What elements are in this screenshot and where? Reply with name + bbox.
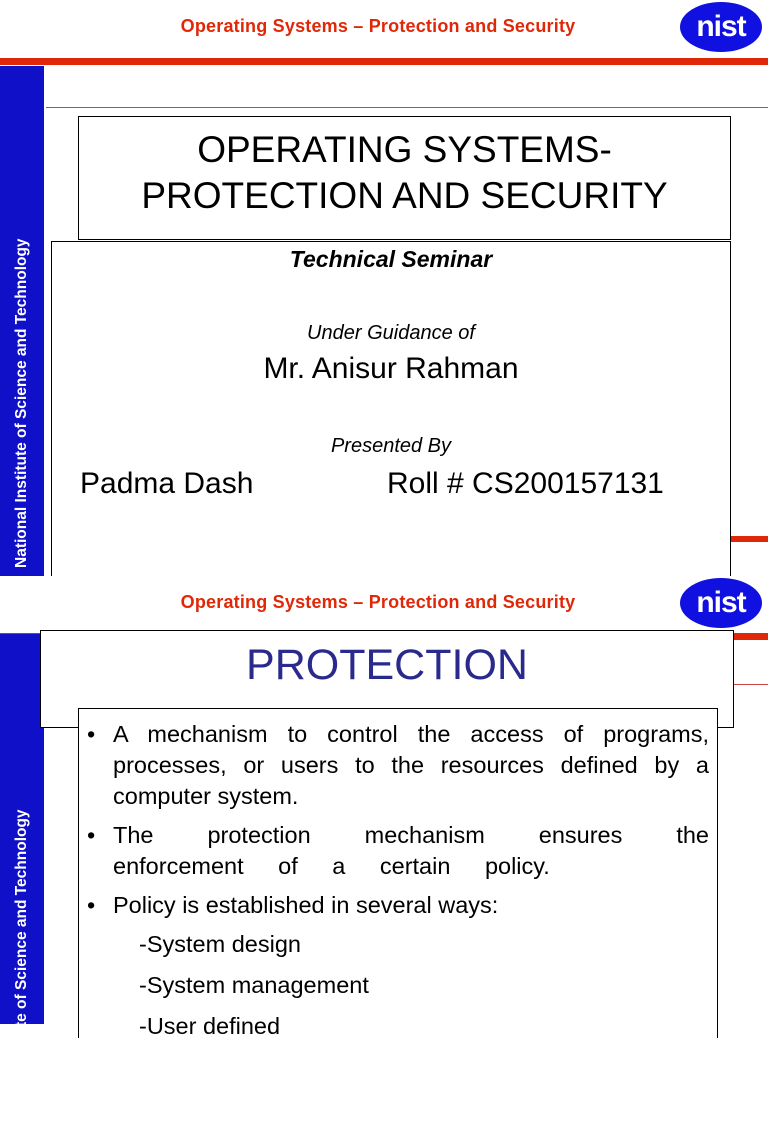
bullet-item: • Policy is established in several ways: bbox=[87, 892, 499, 918]
presenter-name: Padma Dash bbox=[80, 467, 254, 500]
roll-number: Roll # CS200157131 bbox=[387, 467, 664, 500]
header-title: Operating Systems – Protection and Security bbox=[180, 16, 576, 36]
sidebar-band bbox=[0, 634, 44, 1139]
header-rule bbox=[734, 684, 768, 685]
nist-logo: nist bbox=[680, 578, 762, 628]
footer-red-bar bbox=[726, 536, 768, 542]
title-box bbox=[78, 116, 731, 240]
nist-logo: nist bbox=[680, 2, 762, 52]
slide-2 bbox=[0, 576, 768, 1139]
sub-item: -System design bbox=[139, 931, 301, 957]
header-red-bar bbox=[0, 58, 768, 65]
header-title: Operating Systems – Protection and Security bbox=[180, 592, 576, 612]
guidance-label: Under Guidance of bbox=[307, 322, 475, 344]
content-box bbox=[78, 708, 718, 1038]
sidebar-band bbox=[0, 66, 44, 576]
header-rule bbox=[46, 107, 768, 108]
title-line-1: OPERATING SYSTEMS- bbox=[197, 129, 612, 170]
sub-item: -System management bbox=[139, 972, 369, 998]
bullet-item: • A mechanism to control the access of programs, processes, or users to the resources defined by a computer system. bbox=[87, 721, 709, 809]
bullet-item: • The protection mechanism ensures the enforcement of a certain policy. bbox=[87, 822, 709, 879]
protection-title: PROTECTION bbox=[246, 641, 528, 689]
details-box bbox=[51, 241, 731, 581]
guide-name: Mr. Anisur Rahman bbox=[263, 352, 519, 385]
sub-item: -User defined bbox=[139, 1013, 281, 1039]
sidebar-text: National Institute of Science and Technology bbox=[13, 809, 30, 1139]
presented-label: Presented By bbox=[330, 435, 452, 457]
subtitle: Technical Seminar bbox=[289, 246, 493, 272]
title-line-2: PROTECTION AND SECURITY bbox=[141, 175, 668, 216]
bullet-list bbox=[79, 719, 717, 921]
sidebar-text: National Institute of Science and Technology bbox=[13, 238, 30, 568]
